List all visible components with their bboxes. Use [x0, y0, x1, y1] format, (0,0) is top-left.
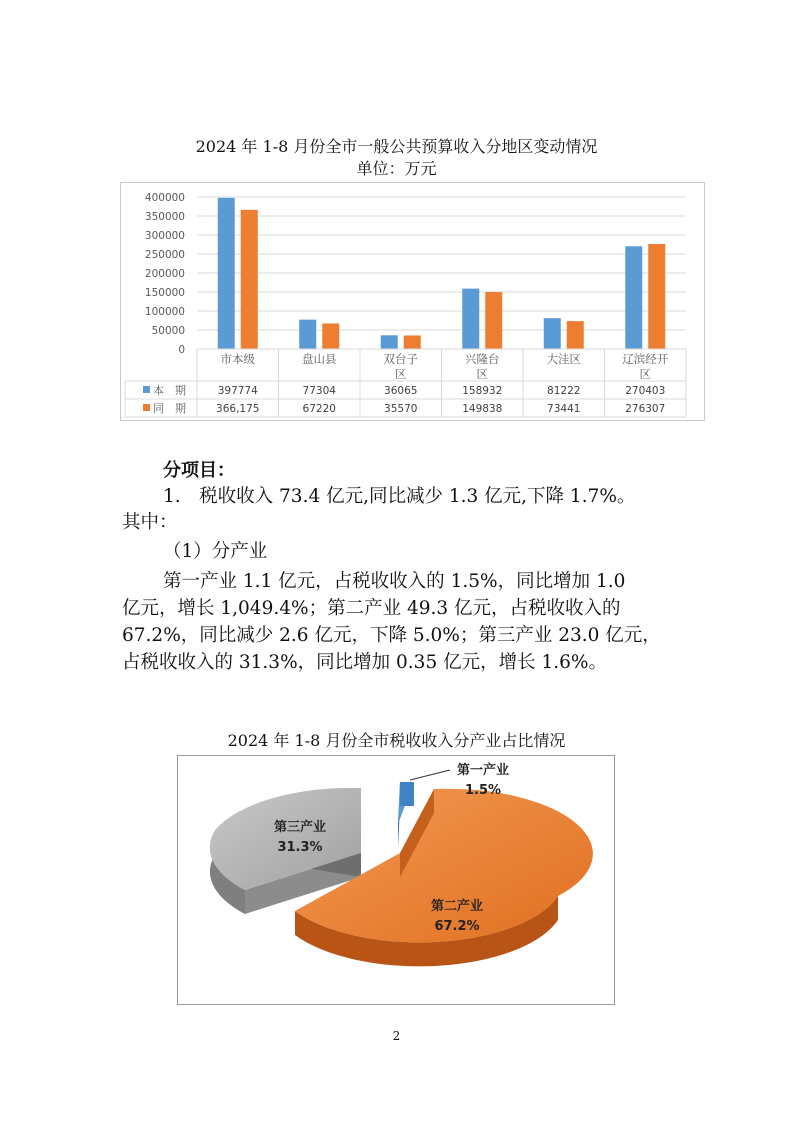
y-tick-label: 100000: [144, 306, 185, 318]
x-category-label: 大洼区: [546, 352, 581, 366]
pie-label-third-name: 第三产业: [273, 820, 327, 835]
y-tick-label: 0: [178, 344, 185, 356]
data-table-value: 81222: [547, 385, 581, 397]
paragraph-line: 67.2%，同比减少 2.6 亿元，下降 5.0%；第三产业 23.0 亿元，: [122, 625, 661, 646]
x-category-label: 区: [395, 367, 407, 381]
x-category-label: 区: [639, 367, 651, 381]
bar-chart-frame: [120, 182, 705, 421]
paragraph-line: 亿元，增长 1,049.4%；第二产业 49.3 亿元，占税收收入的: [122, 598, 621, 619]
bar: [544, 318, 561, 349]
y-tick-label: 250000: [144, 249, 185, 261]
page-number: 2: [392, 1029, 401, 1043]
bar-chart: [121, 183, 704, 420]
sub-heading: （1）分产业: [163, 541, 268, 562]
legend-key: [143, 386, 150, 393]
bar: [485, 292, 502, 349]
bar: [625, 246, 642, 349]
y-tick-label: 200000: [144, 268, 185, 280]
paragraph-line: 第一产业 1.1 亿元，占税收收入的 1.5%，同比增加 1.0: [163, 571, 626, 592]
x-category-label: 辽滨经开: [622, 352, 669, 366]
pie-label-third-value: 31.3%: [277, 840, 323, 855]
pie-label-first-value: 1.5%: [464, 783, 502, 798]
legend-key: [143, 404, 150, 411]
y-tick-label: 50000: [151, 325, 185, 337]
item1-line2: 其中：: [122, 512, 178, 533]
data-table-value: 276307: [625, 403, 666, 415]
y-tick-label: 300000: [144, 230, 185, 242]
data-table-value: 397774: [217, 385, 258, 397]
data-table-value: 73441: [547, 403, 581, 415]
bar: [322, 323, 339, 349]
bar: [648, 244, 665, 349]
bar: [462, 289, 479, 349]
y-tick-label: 350000: [144, 211, 185, 223]
item1-line1: 1. 税收收入 73.4 亿元,同比减少 1.3 亿元,下降 1.7%。: [163, 486, 636, 507]
bar: [404, 335, 421, 349]
bar-chart-unit: 单位：万元: [356, 159, 437, 178]
x-category-label: 区: [476, 367, 488, 381]
pie-chart-title: 2024 年 1-8 月份全市税收收入分产业占比情况: [227, 731, 566, 750]
pie-chart-frame: [177, 755, 615, 1005]
pie-chart: [178, 756, 614, 1004]
data-table-value: 270403: [625, 385, 666, 397]
bar: [299, 320, 316, 349]
x-category-label: 双台子: [383, 352, 418, 366]
data-table-value: 67220: [302, 403, 336, 415]
paragraph-line: 占税收收入的 31.3%，同比增加 0.35 亿元，增长 1.6%。: [122, 652, 607, 673]
pie-label-second-name: 第二产业: [430, 899, 484, 914]
data-table-value: 35570: [384, 403, 418, 415]
x-category-label: 市本级: [220, 352, 255, 366]
pie-label-second-value: 67.2%: [434, 919, 480, 934]
bar: [241, 210, 258, 349]
data-table-value: 77304: [302, 385, 336, 397]
x-category-label: 盘山县: [302, 352, 337, 366]
y-tick-label: 400000: [144, 192, 185, 204]
x-category-label: 兴隆台: [465, 352, 500, 366]
data-table-value: 149838: [462, 403, 503, 415]
legend-label: 同 期: [153, 402, 186, 415]
data-table-value: 36065: [384, 385, 418, 397]
section-heading: 分项目：: [163, 460, 235, 481]
bar: [567, 321, 584, 349]
data-table-value: 366,175: [216, 403, 260, 415]
pie-label-first-name: 第一产业: [456, 763, 510, 778]
bar: [381, 335, 398, 349]
leader-line: [410, 770, 450, 780]
bar-chart-title: 2024 年 1-8 月份全市一般公共预算收入分地区变动情况: [195, 137, 598, 156]
y-tick-label: 150000: [144, 287, 185, 299]
legend-label: 本 期: [153, 384, 186, 397]
data-table-value: 158932: [462, 385, 503, 397]
bar: [218, 198, 235, 349]
